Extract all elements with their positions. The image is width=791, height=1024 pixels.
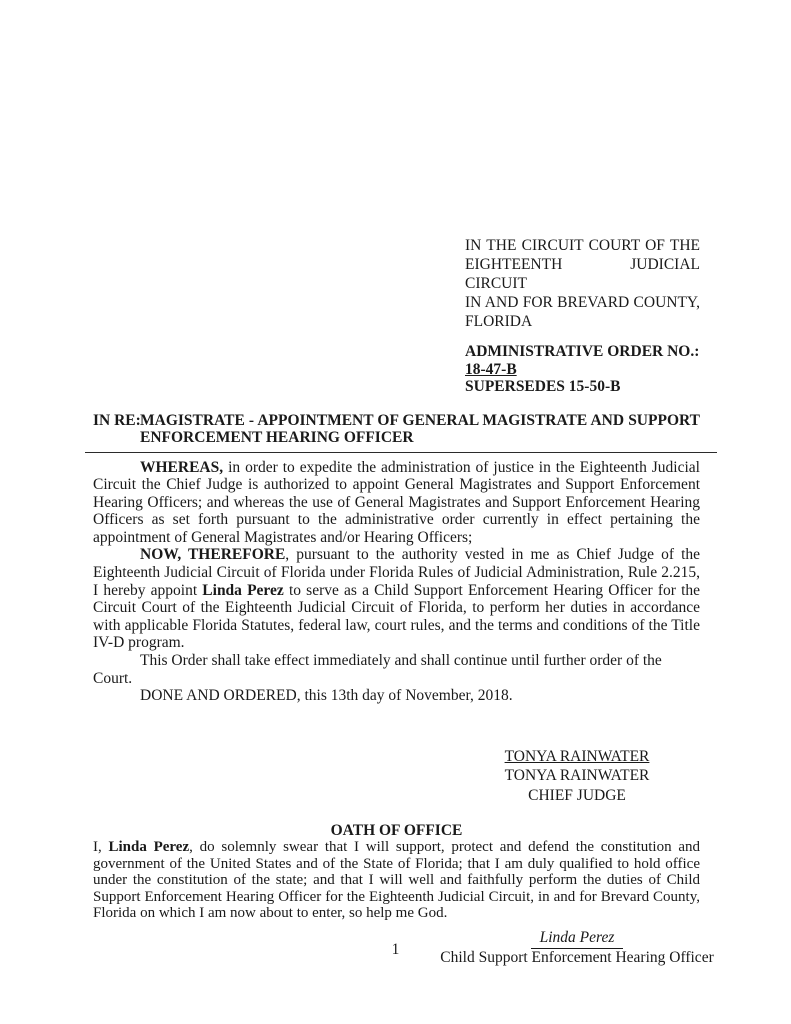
oath-heading: OATH OF OFFICE: [330, 822, 463, 840]
oath-paragraph: [93, 839, 700, 922]
therefore-text-1: , pursuant to the authority vested in me as Chief Judge of the Eighteenth Judicial Circuit of Florida under Florida Rules of Judicial Administration, Rule 2.215, I hereby appoint: [93, 546, 700, 599]
appointee-name: Linda Perez: [202, 581, 284, 599]
officer-signature-name-text: Linda Perez: [531, 929, 624, 950]
in-re-subject: [93, 412, 700, 447]
oath-name: Linda Perez: [108, 839, 190, 856]
in-re-label: IN RE:: [93, 411, 141, 429]
court-caption-line: IN THE CIRCUIT COURT OF THE: [465, 237, 700, 254]
admin-order-label: ADMINISTRATIVE ORDER NO.:: [465, 343, 700, 360]
done-ordered-line: DONE AND ORDERED, this 13th day of November, 2018.: [140, 687, 513, 705]
therefore-text-2: to serve as a Child Support Enforcement Hearing Officer for the Circuit Court of the Eighteenth Judicial Circuit of Florida, to perform her duties in accordance with applicable Florida Statutes, federal law, court rules, and the terms and conditions of the Title IV-D program.: [93, 581, 701, 652]
judge-signature-name-text: TONYA RAINWATER: [504, 747, 650, 765]
court-caption-line: FLORIDA: [465, 313, 533, 330]
order-body: [93, 459, 700, 705]
court-caption: [465, 236, 700, 331]
officer-signature-title: Child Support Enforcement Hearing Officer: [440, 949, 714, 967]
judge-printed-name: TONYA RAINWATER: [504, 767, 650, 785]
whereas-paragraph: [93, 459, 700, 547]
oath-text: , do solemnly swear that I will support, protect and defend the constitution and government of the United States and of the State of Florida; that I am duly qualified to hold office under the constitution of the state; and that I will well and faithfully perform the duties of Child Support Enforcement Hearing Officer for the Eighteenth Judicial Circuit, in and for Brevard County, Florida on which I am now about to enter, so help me God.: [93, 839, 700, 922]
court-caption-line: EIGHTEENTH JUDICIAL CIRCUIT: [465, 256, 700, 292]
effect-sentence: This Order shall take effect immediately and shall continue until further order of the Court.: [93, 652, 662, 687]
now-therefore-paragraph: [93, 546, 700, 652]
admin-order-block: [465, 343, 700, 396]
page-number: 1: [391, 941, 400, 958]
supersedes-line: SUPERSEDES 15-50-B: [465, 378, 621, 395]
judge-title: CHIEF JUDGE: [528, 786, 626, 804]
judge-signature-block: [427, 747, 727, 806]
admin-order-number: 18-47-B: [465, 360, 517, 378]
oath-intro: I,: [93, 839, 109, 856]
therefore-lead: NOW, THEREFORE: [140, 546, 286, 564]
judge-signature-name: [427, 747, 727, 767]
whereas-text: in order to expedite the administration of justice in the Eighteenth Judicial Circuit the Chief Judge is authorized to appoint General Magistrates and Support Enforcement Hearing Officers; and whereas the use of General Magistrates and Support Enforcement Hearing Officers as set forth pursuant to the administrative order currently in effect pertaining the appointment of General Magistrates and/or Hearing Officers;: [93, 458, 700, 546]
whereas-lead: WHEREAS,: [140, 458, 224, 476]
in-re-text: MAGISTRATE - APPOINTMENT OF GENERAL MAGISTRATE AND SUPPORT ENFORCEMENT HEARING OFFICER: [140, 411, 700, 446]
court-caption-line: IN AND FOR BREVARD COUNTY,: [465, 294, 700, 311]
divider-rule: [85, 452, 717, 453]
